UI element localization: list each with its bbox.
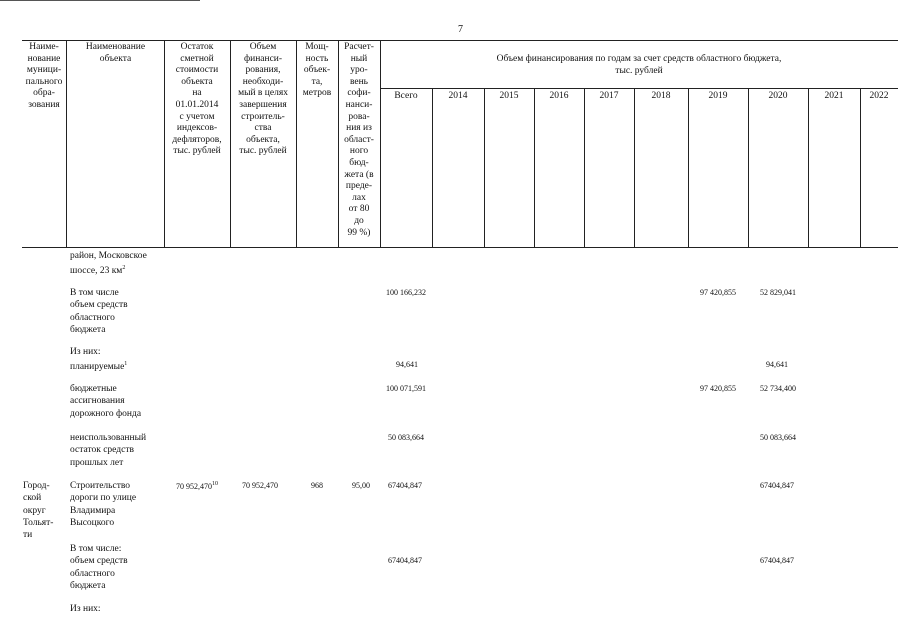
row-balance: 70 952,470$^{10}$: [176, 481, 218, 491]
footnote-mark: 1: [124, 361, 128, 368]
col-border: [860, 88, 861, 247]
row-municipality: Город- ской округ Тольят- ти: [23, 481, 54, 541]
row-total: 50 083,664: [388, 433, 424, 442]
row-2020: 67404,847: [760, 556, 794, 565]
col-border: [748, 88, 749, 247]
col-border: [534, 88, 535, 247]
header-year-2020: 2020: [768, 91, 788, 101]
row-object: Из них: планируемые$^1$: [70, 347, 128, 373]
row-funding-volume: 70 952,470: [242, 481, 278, 490]
header-funding-volume: Объем финанси- рования, необходи- мый в целях завершения строитель- ства объекта, тыс. рублей: [238, 42, 288, 157]
header-year-2017: 2017: [599, 91, 619, 101]
row-object: Из них:: [70, 604, 101, 614]
header-object: Наименование объекта: [85, 42, 146, 64]
row-capacity: 968: [311, 481, 323, 490]
row-total: 100 166,232: [386, 288, 426, 297]
row-object: неиспользованный остаток средств прошлых лет: [70, 433, 147, 468]
col-border: [484, 88, 485, 247]
header-year-2016: 2016: [549, 91, 569, 101]
row-2020: 50 083,664: [760, 433, 796, 442]
header-capacity: Мощ- ность объек- та, метров: [302, 42, 332, 99]
col-border: [634, 88, 635, 247]
header-cofinancing: Расчет- ный уро- вень софи- нанси- рова- ния из област- ного бюд- жета (в преде- лах от 80 до 99 %): [344, 42, 374, 238]
col-border: [688, 88, 689, 247]
row-2019: 97 420,855: [700, 384, 736, 393]
row-cofinancing: 95,00: [352, 481, 370, 490]
header-total: Всего: [394, 91, 418, 101]
col-border: [66, 40, 67, 247]
header-year-2018: 2018: [651, 91, 671, 101]
col-border: [432, 88, 433, 247]
header-funding-by-years: Объем финансирования по годам за счет средств областного бюджета, тыс. рублей: [496, 54, 782, 76]
footnote-mark: 10: [212, 481, 218, 487]
header-year-2021: 2021: [824, 91, 844, 101]
header-year-2019: 2019: [708, 91, 728, 101]
page-number: 7: [458, 24, 463, 35]
row-2020: 52 734,400: [760, 384, 796, 393]
header-municipality: Наиме- нование муници- пального обра- зования: [25, 42, 63, 110]
header-year-2022: 2022: [869, 91, 889, 101]
row-object: бюджетные ассигнования дорожного фонда: [70, 384, 142, 419]
row-total: 100 071,591: [386, 384, 426, 393]
row-total: 67404,847: [388, 481, 422, 490]
row-2020: 94,641: [766, 360, 788, 369]
row-2020: 67404,847: [760, 481, 794, 490]
header-bottom-border: [22, 247, 898, 248]
header-top-border: [22, 40, 898, 41]
col-border: [584, 88, 585, 247]
header-balance: Остаток сметной стоимости объекта на 01.01.2014 с учетом индексов- дефляторов, тыс. рублей: [172, 42, 222, 157]
row-object: район, Московское шоссе, 23 $км^2$: [70, 251, 147, 277]
top-rule: [0, 0, 200, 1]
row-total: 94,641: [396, 360, 418, 369]
row-2020: 52 829,041: [760, 288, 796, 297]
row-object: Строительство дороги по улице Владимира Высоцкого: [70, 481, 137, 528]
row-object: В том числе: объем средств областного бюджета: [70, 544, 128, 591]
row-2019: 97 420,855: [700, 288, 736, 297]
footnote-mark: 2: [122, 265, 126, 272]
header-year-2015: 2015: [499, 91, 519, 101]
years-top-border: [380, 88, 898, 89]
row-total: 67404,847: [388, 556, 422, 565]
row-object: В том числе объем средств областного бюджета: [70, 288, 128, 335]
header-year-2014: 2014: [448, 91, 468, 101]
col-border: [808, 88, 809, 247]
